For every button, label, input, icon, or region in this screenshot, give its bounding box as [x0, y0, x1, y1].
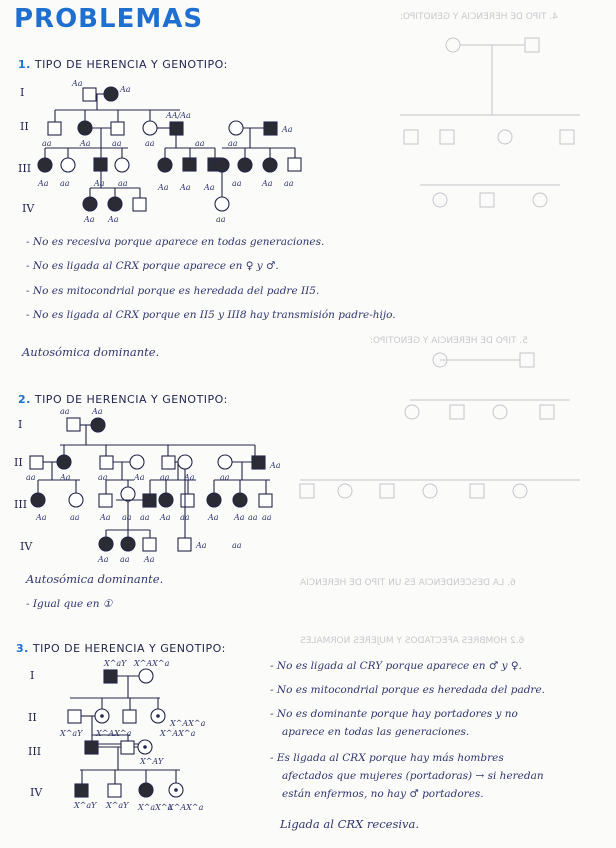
- geno-label: X^aY: [74, 801, 97, 810]
- geno-label: aa: [112, 139, 122, 148]
- geno-label: Aa: [38, 179, 49, 188]
- geno-label: aa: [122, 513, 132, 522]
- section-1-conclusion: Autosómica dominante.: [22, 345, 160, 359]
- geno-label: aa: [216, 215, 226, 224]
- section-1-note: - No es ligada al CRX porque en II5 y III8 hay transmisión padre-hijo.: [26, 309, 396, 321]
- geno-label: aa: [220, 473, 230, 482]
- geno-label: X^aY: [106, 801, 129, 810]
- geno-label: Aa: [80, 139, 91, 148]
- geno-label: X^AX^a: [170, 719, 206, 728]
- geno-label: X^aY: [104, 659, 127, 668]
- geno-label: Aa: [36, 513, 47, 522]
- geno-label: X^aX^a: [138, 803, 173, 812]
- geno-label: aa: [145, 139, 155, 148]
- geno-label: aa: [262, 513, 272, 522]
- gen-label-ii: II: [28, 711, 37, 724]
- section-2-number: 2.: [18, 393, 31, 406]
- gen-label-i: I: [20, 86, 25, 99]
- geno-label: X^AX^a: [96, 729, 132, 738]
- geno-label: Aa: [72, 79, 83, 88]
- section-3-note: afectados que mujeres (portadoras) → si heredan: [282, 770, 544, 782]
- geno-label: Aa: [158, 183, 169, 192]
- geno-label: aa: [60, 179, 70, 188]
- section-1-number: 1.: [18, 58, 31, 71]
- section-3-note: están enfermos, no hay ♂ portadores.: [282, 788, 484, 800]
- geno-label: Aa: [208, 513, 219, 522]
- geno-label: X^AY: [140, 757, 164, 766]
- geno-label: aa: [232, 541, 242, 550]
- geno-label: aa: [232, 179, 242, 188]
- geno-label: Aa: [94, 179, 105, 188]
- bleed-text-6: 6. LA DESCENDENCIA ES UN TIPO DE HERENCIA: [300, 578, 516, 588]
- section-1-note: - No es mitocondrial porque es heredada del padre II5.: [26, 285, 320, 297]
- geno-label: X^AX^a: [134, 659, 170, 668]
- section-3-conclusion: Ligada al CRX recesiva.: [280, 817, 420, 831]
- gen-label-iii: III: [28, 745, 42, 758]
- geno-label: aa: [248, 513, 258, 522]
- geno-label: Aa: [144, 555, 155, 564]
- gen-label-iii: III: [18, 162, 32, 175]
- geno-label: Aa: [262, 179, 273, 188]
- geno-label: Aa: [100, 513, 111, 522]
- geno-label: AA/Aa: [166, 111, 191, 120]
- geno-label: X^AX^a: [168, 803, 204, 812]
- geno-label: aa: [120, 555, 130, 564]
- section-3-note: - No es ligada al CRY porque aparece en ♂ y ♀.: [270, 660, 522, 672]
- geno-label: Aa: [196, 541, 207, 550]
- geno-label: Aa: [60, 473, 71, 482]
- geno-label: aa: [42, 139, 52, 148]
- geno-label: Aa: [270, 461, 281, 470]
- geno-label: aa: [160, 473, 170, 482]
- geno-label: aa: [60, 407, 70, 416]
- geno-label: aa: [98, 473, 108, 482]
- bleed-text-4: 4. TIPO DE HERENCIA Y GENOTIPO:: [400, 12, 558, 22]
- geno-label: Aa: [184, 473, 195, 482]
- geno-label: Aa: [98, 555, 109, 564]
- geno-label: aa: [118, 179, 128, 188]
- geno-label: aa: [284, 179, 294, 188]
- section-1-note: - No es ligada al CRX porque aparece en ♀ y ♂.: [26, 260, 279, 272]
- geno-label: aa: [70, 513, 80, 522]
- geno-label: Aa: [204, 183, 215, 192]
- geno-label: Aa: [282, 125, 293, 134]
- bleed-text-5: 5. TIPO DE HERENCIA Y GENOTIPO:: [370, 336, 528, 346]
- gen-label-iv: IV: [22, 202, 35, 215]
- page-title: PROBLEMAS: [14, 4, 204, 34]
- geno-label: Aa: [120, 85, 131, 94]
- geno-label: Aa: [108, 215, 119, 224]
- gen-label-iv: IV: [30, 786, 43, 799]
- geno-label: Aa: [92, 407, 103, 416]
- section-3-title: TIPO DE HERENCIA Y GENOTIPO:: [32, 642, 226, 655]
- geno-label: Aa: [180, 183, 191, 192]
- gen-label-i: I: [30, 669, 35, 682]
- geno-label: Aa: [160, 513, 171, 522]
- section-2-note: - Igual que en ①: [26, 598, 113, 610]
- section-3-number: 3.: [16, 642, 29, 655]
- geno-label: Aa: [134, 473, 145, 482]
- section-2-conclusion: Autosómica dominante.: [26, 572, 164, 586]
- gen-label-iii: III: [14, 498, 28, 511]
- gen-label-iv: IV: [20, 540, 33, 553]
- geno-label: aa: [228, 139, 238, 148]
- geno-label: aa: [195, 139, 205, 148]
- geno-label: X^aY: [60, 729, 83, 738]
- section-2-title: TIPO DE HERENCIA Y GENOTIPO:: [34, 393, 228, 406]
- geno-label: aa: [140, 513, 150, 522]
- gen-label-ii: II: [14, 456, 23, 469]
- section-3-note: - No es mitocondrial porque es heredada del padre.: [270, 684, 545, 696]
- section-3-note: aparece en todas las generaciones.: [282, 726, 470, 738]
- geno-label: X^AX^a: [160, 729, 196, 738]
- geno-label: aa: [26, 473, 36, 482]
- section-1-note: - No es recesiva porque aparece en todas generaciones.: [26, 236, 325, 248]
- gen-label-i: I: [18, 418, 23, 431]
- section-3-note: - No es dominante porque hay portadores y no: [270, 708, 518, 720]
- geno-label: Aa: [84, 215, 95, 224]
- section-1-title: TIPO DE HERENCIA Y GENOTIPO:: [34, 58, 228, 71]
- bleed-text-6-2: 6.2 HOMBRES AFECTADOS Y MUJERES NORMALES: [300, 636, 525, 646]
- section-3-note: - Es ligada al CRX porque hay más hombres: [270, 752, 504, 764]
- geno-label: Aa: [234, 513, 245, 522]
- gen-label-ii: II: [20, 120, 29, 133]
- geno-label: aa: [180, 513, 190, 522]
